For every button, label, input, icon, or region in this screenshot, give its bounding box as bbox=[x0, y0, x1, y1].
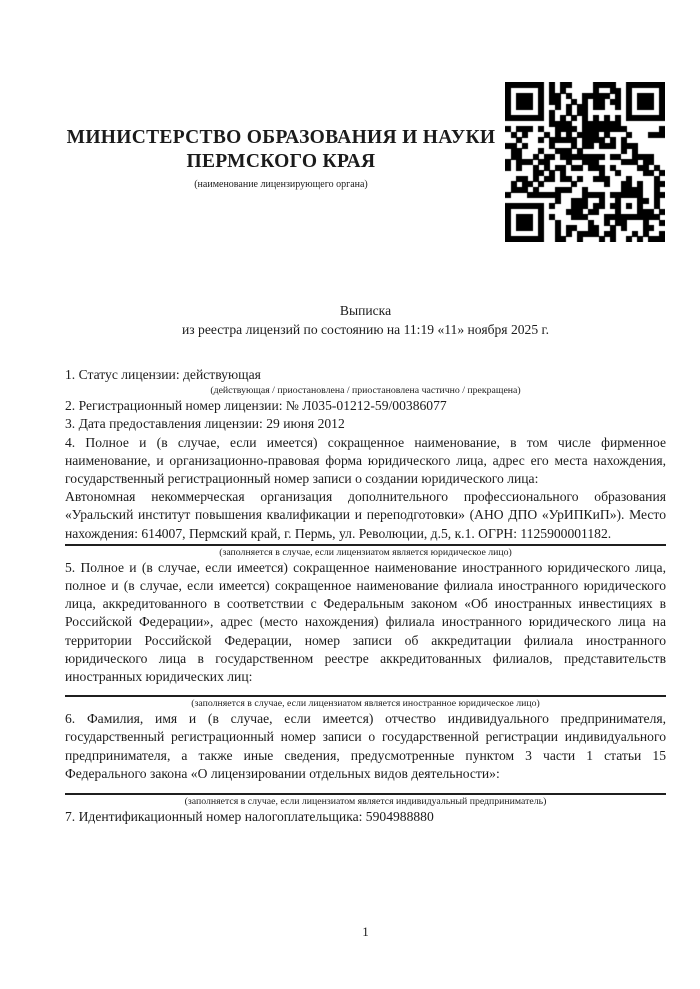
section-5-caption: (заполняется в случае, если лицензиатом является иностранное юридическое лицо) bbox=[191, 698, 540, 710]
issuing-authority-block bbox=[65, 126, 497, 191]
section-4-label: 4. Полное и (в случае, если имеется) сокращенное наименование, в том числе фирменное наименование, и организационно-правовая форма юридического лица, адрес его места нахождения, государственный регистрационный номер записи о создании юридического лица: bbox=[65, 434, 666, 487]
document-heading bbox=[65, 301, 666, 339]
section-3-grant-date: 3. Дата предоставления лицензии: 29 июня 2012 bbox=[65, 416, 345, 432]
section-1-status: 1. Статус лицензии: действующая bbox=[65, 367, 261, 382]
ministry-caption: (наименование лицензирующего органа) bbox=[194, 179, 368, 190]
section-1-caption: (действующая / приостановлена / приостановлена частично / прекращена) bbox=[210, 385, 521, 397]
section-2-registration-number: 2. Регистрационный номер лицензии: № Л035-01212-59/00386077 bbox=[65, 398, 447, 414]
section-5-label: 5. Полное и (в случае, если имеется) сокращенное наименование иностранного юридического лица, полное и (в случае, если имеется) сокращенное наименование филиала иностранного юридического лица, аккредитованного в соответствии с Федеральным законом «Об иностранных инвестициях в Российской Федерации», адрес (место нахождения) филиала иностранного юридического лица на территории Российской Федерации, номер записи об аккредитации филиала иностранного юридического лица в государственном реестре аккредитованных филиалов, представительств иностранных юридических лиц: bbox=[65, 559, 666, 685]
ministry-name-line2: ПЕРМСКОГО КРАЯ bbox=[186, 151, 376, 172]
page-number: 1 bbox=[362, 924, 369, 939]
sections-body bbox=[65, 366, 666, 826]
section-4-licensee-value: Автономная некоммерческая организация дополнительного профессионального образования «Уральский институт повышения квалификации и переподготовки» (АНО ДПО «УрИПКиП»). Место нахождения: 614007, Пермский край, г. Пермь, ул. Революции, д.5, к.1. ОГРН: 1125900001182. bbox=[65, 489, 666, 541]
section-7-inn: 7. Идентификационный номер налогоплательщика: 5904988880 bbox=[65, 809, 434, 825]
extract-title: Выписка bbox=[339, 303, 392, 318]
section-4-caption: (заполняется в случае, если лицензиатом является юридическое лицо) bbox=[219, 546, 512, 558]
qr-code-icon bbox=[505, 82, 665, 242]
ministry-name-line1: МИНИСТЕРСТВО ОБРАЗОВАНИЯ И НАУКИ bbox=[66, 127, 496, 148]
section-6-label: 6. Фамилия, имя и (в случае, если имеется) отчество индивидуального предпринимателя, государственный регистрационный номер записи о государственной регистрации индивидуального предпринимателя, а также иные сведения, предусмотренные пунктом 3 части 1 статьи 15 Федерального закона «О лицензировании отдельных видов деятельности»: bbox=[65, 711, 666, 781]
extract-subtitle: из реестра лицензий по состоянию на 11:19 «11» ноября 2025 г. bbox=[181, 322, 549, 337]
section-6-caption: (заполняется в случае, если лицензиатом является индивидуальный предприниматель) bbox=[184, 796, 547, 808]
